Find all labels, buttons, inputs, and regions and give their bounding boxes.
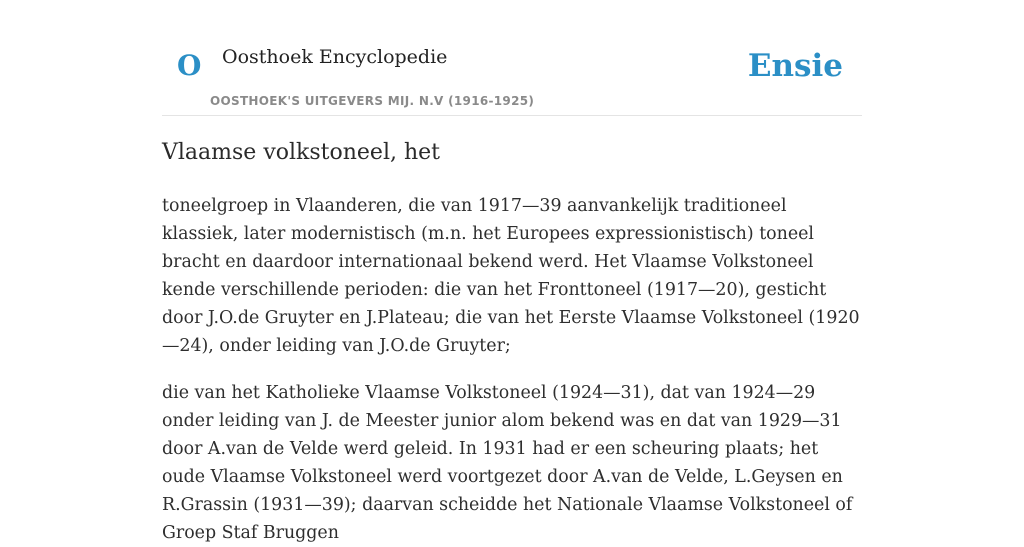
page-container (162, 0, 862, 543)
article-title: Vlaamse volkstoneel, het (162, 140, 440, 165)
site-header (162, 0, 862, 116)
publisher-subtitle: OOSTHOEK'S UITGEVERS MIJ. N.V (1916-1925) (210, 94, 535, 108)
site-logo[interactable]: O (177, 49, 202, 82)
article-paragraph: die van het Katholieke Vlaamse Volkstoneel (1924—31), dat van 1924—29 onder leiding van J. de Meester junior alom bekend was en dat van 1929—31 door A.van de Velde werd geleid. In 1931 had er een scheuring plaats; het oude Vlaamse Volkstoneel werd voortgezet door A.van de Velde, L.Geysen en R.Grassin (1931—39); daarvan scheidde het Nationale Vlaamse Volkstoneel of Groep Staf Bruggen (162, 383, 853, 543)
site-title[interactable]: Oosthoek Encyclopedie (222, 46, 448, 68)
brand-logo-link[interactable]: Ensie (747, 48, 843, 84)
article-paragraph: toneelgroep in Vlaanderen, die van 1917—39 aanvankelijk traditioneel klassiek, later modernistisch (m.n. het Europees expressionistisch) toneel bracht en daardoor internationaal bekend werd. Het Vlaamse Volkstoneel kende verschillende perioden: die van het Fronttoneel (1917—20), gesticht door J.O.de Gruyter en J.Plateau; die van het Eerste Vlaamse Volkstoneel (1920—24), onder leiding van J.O.de Gruyter; (162, 196, 860, 356)
